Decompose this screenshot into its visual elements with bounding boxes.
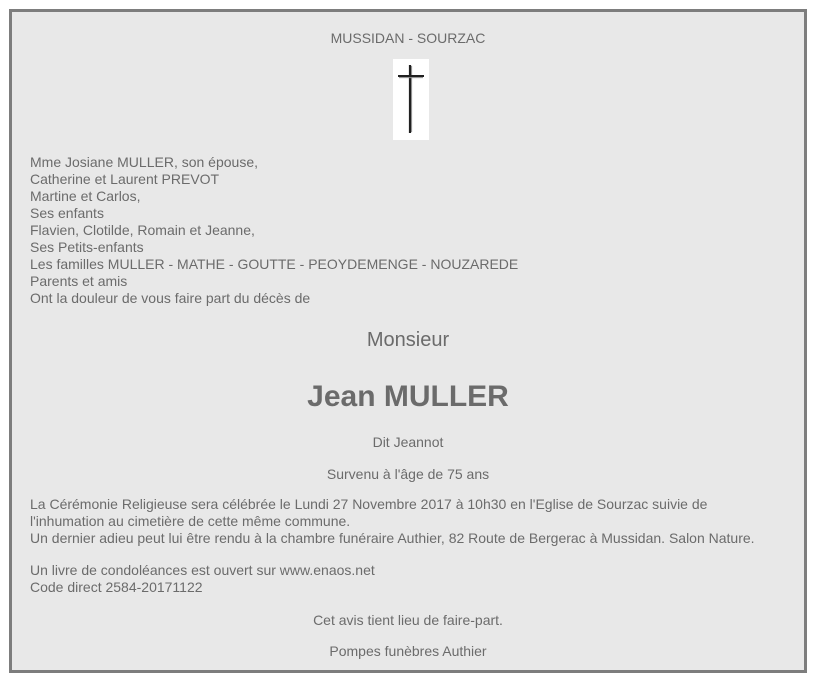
condolence-info [30, 562, 375, 596]
location-header: MUSSIDAN - SOURZAC [330, 30, 486, 46]
funeral-home: Pompes funèbres Authier [329, 643, 487, 659]
salutation: Monsieur [366, 329, 450, 351]
family-line: Parents et amis [30, 273, 128, 289]
ceremony-line: l'inhumation au cimetière de cette même commune. [30, 513, 351, 529]
family-line: Ses Petits-enfants [30, 239, 144, 255]
obituary-frame [9, 9, 807, 673]
ceremony-details [30, 496, 786, 547]
ceremony-line: Un dernier adieu peut lui être rendu à la chambre funéraire Authier, 82 Route de Bergerac à Mussidan. Salon Nature. [30, 530, 755, 546]
condolence-line: Code direct 2584-20171122 [30, 579, 203, 595]
ceremony-line: La Cérémonie Religieuse sera célébrée le Lundi 27 Novembre 2017 à 10h30 en l'Eglise de Sourzac suivie de [30, 496, 708, 512]
cross-icon [393, 59, 429, 140]
deceased-name: Jean MULLER [307, 380, 509, 413]
family-list [30, 154, 518, 307]
age-line: Survenu à l'âge de 75 ans [326, 466, 490, 482]
nickname: Dit Jeannot [372, 434, 444, 450]
family-line: Mme Josiane MULLER, son épouse, [30, 154, 258, 170]
family-line: Ses enfants [30, 205, 104, 221]
cross-image [393, 59, 429, 140]
notice-line: Cet avis tient lieu de faire-part. [313, 612, 503, 628]
family-line: Les familles MULLER - MATHE - GOUTTE - PEOYDEMENGE - NOUZAREDE [30, 256, 519, 272]
family-line: Ont la douleur de vous faire part du décès de [30, 290, 311, 306]
condolence-line: Un livre de condoléances est ouvert sur www.enaos.net [30, 562, 375, 578]
family-line: Martine et Carlos, [30, 188, 141, 204]
family-line: Catherine et Laurent PREVOT [30, 171, 220, 187]
family-line: Flavien, Clotilde, Romain et Jeanne, [30, 222, 255, 238]
obituary-content [30, 12, 786, 670]
